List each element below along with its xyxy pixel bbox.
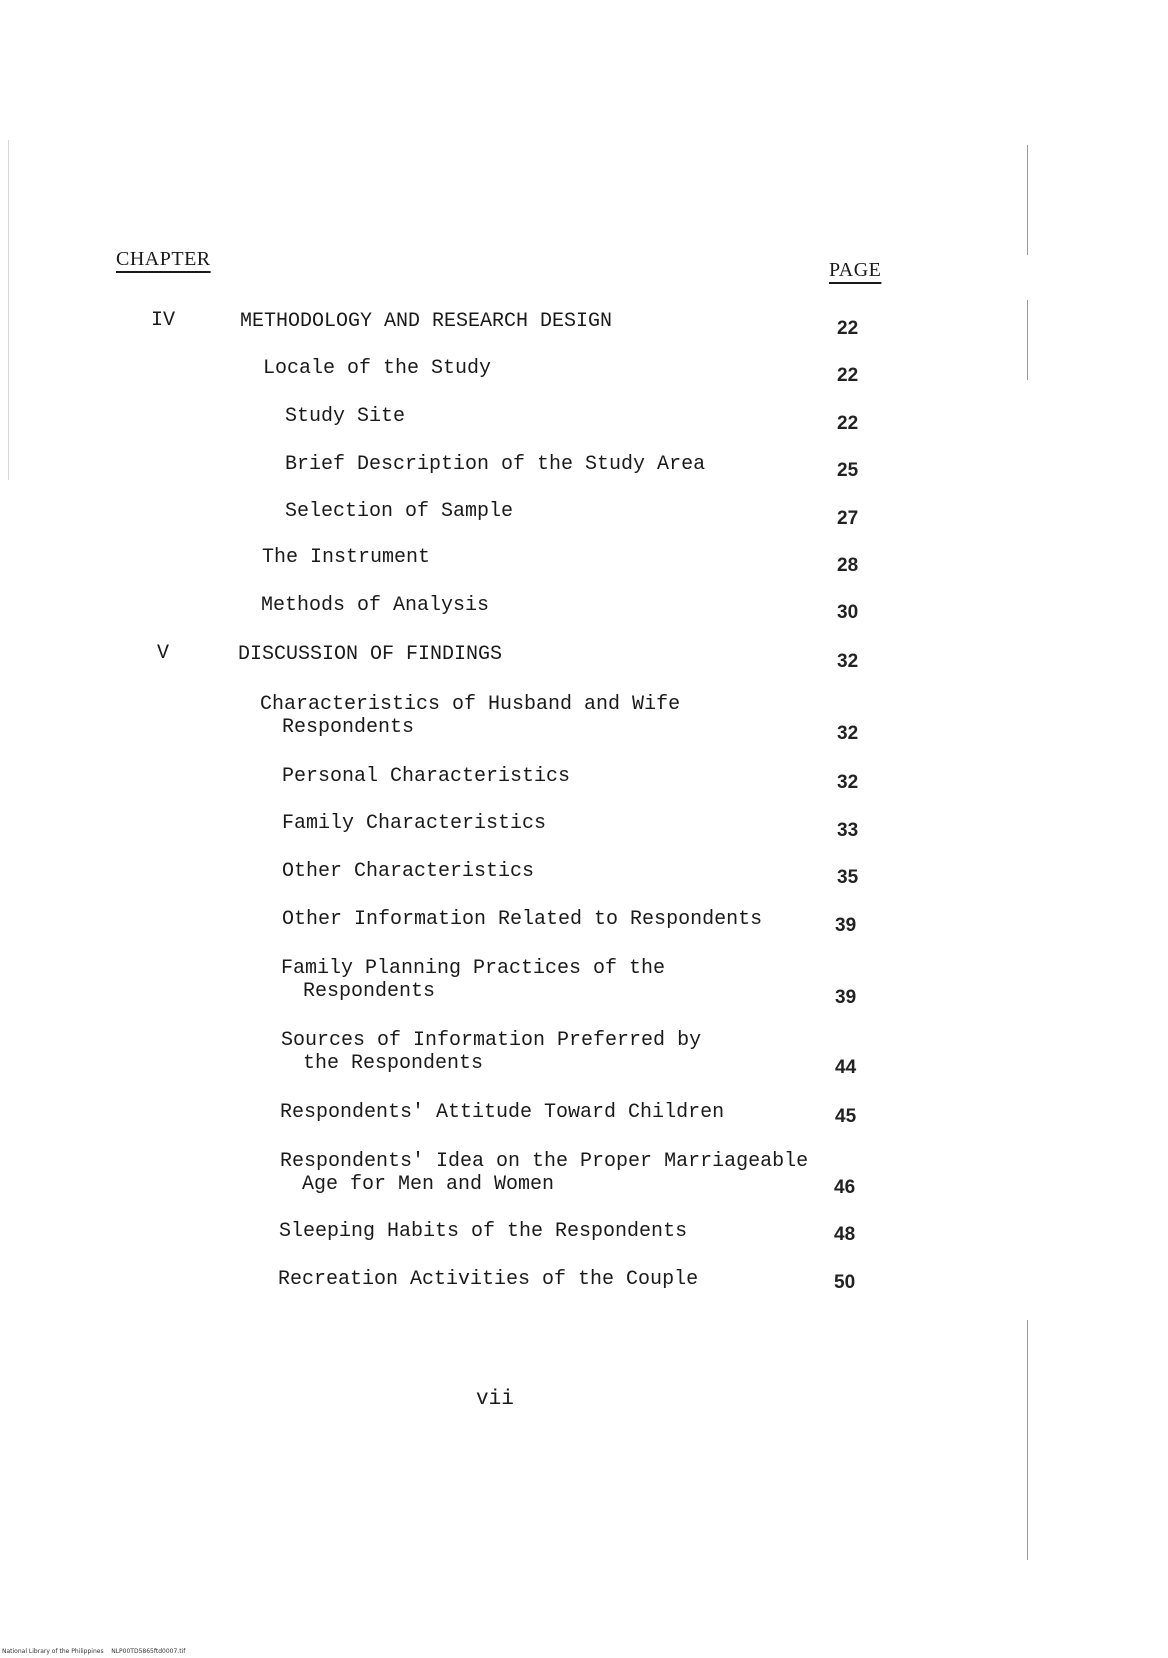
toc-entry: Brief Description of the Study Area [285,453,706,476]
toc-entry: Other Information Related to Respondents [282,908,763,931]
toc-entry: Family Characteristics [282,812,547,835]
chapter-title: METHODOLOGY AND RESEARCH DESIGN [240,310,613,333]
toc-entry: Characteristics of Husband and Wife [260,693,681,716]
toc-page-number: 27 [837,508,859,529]
toc-entry: The Instrument [262,546,431,569]
scan-edge-mark [8,140,9,480]
toc-entry-continuation: Respondents [303,980,436,1003]
toc-page-number: 44 [835,1057,857,1078]
chapter-column-header: CHAPTER [116,248,211,270]
toc-page-number: 35 [837,867,859,888]
toc-entry: Sources of Information Preferred by [281,1029,702,1052]
toc-page-number: 45 [835,1106,857,1127]
toc-page-number: 22 [837,413,859,434]
toc-entry: Family Planning Practices of the [281,957,666,980]
toc-entry: Personal Characteristics [282,765,571,788]
toc-entry: Respondents' Idea on the Proper Marriageable [280,1150,809,1173]
toc-page-number: 28 [837,555,859,576]
footer-page-number: vii [476,1388,514,1411]
toc-page-number: 33 [837,820,859,841]
toc-entry: Locale of the Study [263,357,492,380]
toc-entry: Methods of Analysis [261,594,490,617]
toc-page-number: 25 [837,460,859,481]
toc-entry-continuation: Age for Men and Women [302,1173,555,1196]
toc-entry: Sleeping Habits of the Respondents [279,1220,688,1243]
toc-entry-continuation: the Respondents [303,1052,484,1075]
chapter-page-number: 32 [837,651,859,672]
chapter-numeral: V [157,642,170,665]
toc-page-number: 39 [835,915,857,936]
toc-page-number: 46 [834,1177,856,1198]
scan-edge-mark [1027,300,1028,380]
scan-source-label [2,1648,185,1655]
toc-entry: Other Characteristics [282,860,535,883]
chapter-page-number: 22 [837,318,859,339]
toc-page-number: 32 [837,723,859,744]
toc-entry: Respondents' Attitude Toward Children [280,1101,725,1124]
toc-entry: Recreation Activities of the Couple [278,1268,699,1291]
toc-page-number: 39 [835,987,857,1008]
toc-entry: Selection of Sample [285,500,514,523]
toc-page-number: 30 [837,602,859,623]
scan-file: NLP00TD5865ftd0007.tif [111,1648,186,1655]
toc-page-number: 48 [834,1224,856,1245]
toc-page-number: 22 [837,365,859,386]
scan-edge-mark [1027,145,1028,255]
chapter-title: DISCUSSION OF FINDINGS [238,643,503,666]
chapter-numeral: IV [151,309,176,332]
page-column-header: PAGE [829,259,882,281]
toc-entry: Study Site [285,405,406,428]
toc-entry-continuation: Respondents [282,716,415,739]
toc-page-number: 32 [837,772,859,793]
scan-library: National Library of the Philippines [2,1648,104,1655]
scan-edge-mark [1027,1320,1028,1560]
toc-page-number: 50 [834,1272,856,1293]
